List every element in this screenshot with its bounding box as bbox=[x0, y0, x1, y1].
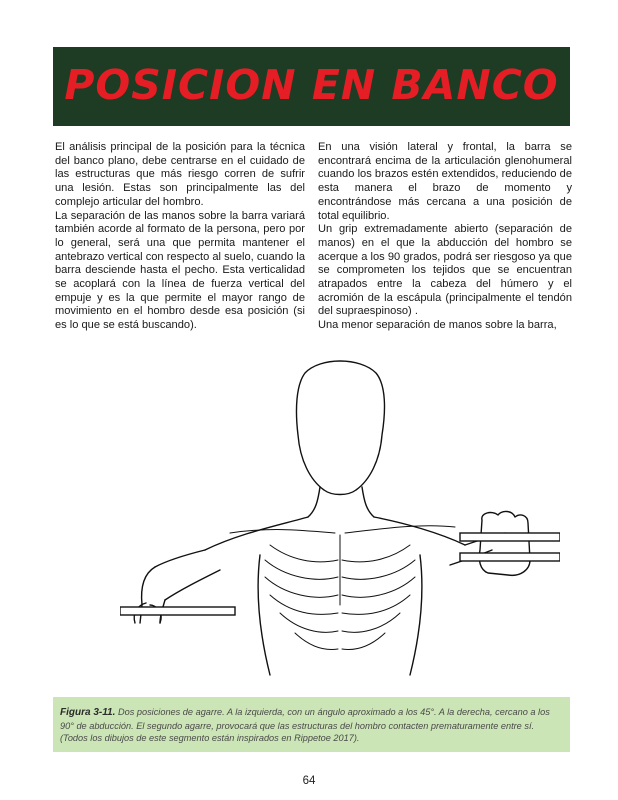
title-banner bbox=[53, 47, 570, 126]
paragraph: En una visión lateral y frontal, la barra se encontrará encima de la articulación glenohumeral cuando los brazos estén extendidos, reduciendo de esta manera el brazo de momento y encontrándose más cercana a una posición de total equilibrio. bbox=[318, 141, 572, 222]
right-text-column bbox=[318, 141, 572, 333]
paragraph: La separación de las manos sobre la barra variará también acorde al formato de la persona, pero por lo general, será una que permita mantener el antebrazo vertical con respecto al suelo, cuando la barra desciende hasta el pecho. Esta verticalidad se acoplará con la línea de fuerza vertical del empuje y es la que permite el mayor rango de movimiento en el hombro desde esa posición (si es lo que se está buscando). bbox=[55, 209, 305, 332]
figure-caption-text: Dos posiciones de agarre. A la izquierda, con un ángulo aproximado a los 45°. A la derecha, cercano a los 90° de abducción. El segundo agarre, provocará que las estructuras del hombro contacten prematuramente entre sí. (Todos los dibujos de este segmento están inspirados en Rippetoe 2017). bbox=[60, 707, 550, 743]
figure-caption-box bbox=[53, 697, 570, 752]
paragraph: Un grip extremadamente abierto (separación de manos) en el que la abducción del hombro se acerque a los 90 grados, podrá ser riesgoso ya que se comprometen los tejidos que se encuentran atrapados entre la cabeza del húmero y el acromión de la escápula (principalmente el tendón del supraespinoso) . bbox=[318, 223, 572, 318]
left-text-column bbox=[55, 141, 305, 333]
paragraph: El análisis principal de la posición para la técnica del banco plano, debe centrarse en el cuidado de las estructuras que más riesgo corren de sufrir una lesión. Estas son principalmente las del complejo articular del hombro. bbox=[55, 141, 305, 208]
bench-press-grip-illustration bbox=[120, 355, 560, 690]
paragraph: Una menor separación de manos sobre la barra, bbox=[318, 319, 557, 332]
page-number: 64 bbox=[302, 775, 316, 787]
figure-caption bbox=[60, 706, 563, 745]
page-title: POSICION EN BANCO bbox=[64, 61, 559, 109]
figure-label: Figura 3-11. bbox=[60, 707, 116, 718]
